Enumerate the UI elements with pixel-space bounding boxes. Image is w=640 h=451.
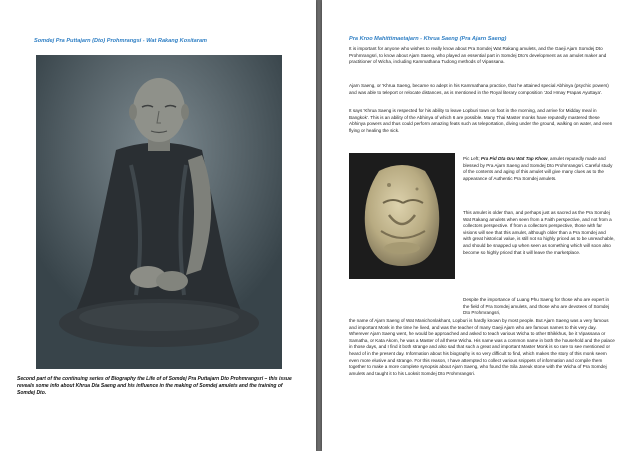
pra-pid-dta-amulet-icon (349, 153, 455, 279)
right-page (322, 0, 640, 451)
monk-portrait-photo (36, 55, 282, 369)
right-page-title: Pra Kroo Mahittimaetajarn - Khrua Saeng (Pra Ajarn Saeng) (349, 36, 507, 42)
biography-paragraph: the name of Ajarn Saeng of Wat Manichonlakhant, Lopburi is hardly known by most people. But Ajarn Saeng was a very famous and important Monk in the time he lived, and was the teacher of many Gaeji Ajarn who are famous names to this very day. Wherever Ajarn Saeng went, he would be approached and asked to teach various Wicha to other Bhikkhus, be it Vipassana or Samatha, or Kata Akom, he was a Master of all these Wicha. His name was a common name in both the household and the palace in those days, and I find it both strange and also sad that such a great and important Master Monk is so rare to see mentioned or heard of in the present day. Information about his biography is so very difficult to find, which makes the story of this monk seem even more elusive and strange. For this reason, I have attempted to collect various snippets of information and compile them together to make a more complete synopsis about Ajarn Saeng, who found the Sila Jareuk stone with the Wicha of Pra Somdej amulets and taught it to his Looksit Somdej Dto Prohmrangsri. (349, 318, 615, 376)
left-page-caption (17, 376, 301, 398)
caption-text: Second part of the continuing series of Biography the Life of of Somdej Pra Puttajarn Dto Prohmrangsri – this issue reveals some info about Khrua Dta Saeng and his influence in the making of Somdej amulets and the training of Somdej Dto. (17, 376, 292, 397)
seated-monk-figure-icon (36, 55, 282, 369)
intro-paragraph: It is important for anyone who wishes to really know about Pra Somdej Wat Rakang amulets, and the Gaeji Ajarn Somdej Dto Prohmrangsri, to know about Ajarn Saeng, who played an essential part in Somdej Dto's development as an amulet maker and practitioner of Wicha, including Kammathana Tudong methods of Vipassana. (349, 46, 607, 65)
amulet-name: Pra Pid Dta Gru Wat Tap Khow (480, 156, 548, 161)
pic-description: , amulet reputedly made and blessed by Pra Ajarn Saeng and Somdej Dto Prohmrangsri. Careful study of the contents and aging of this amulet will give many clues as to the appearance of Authentic Pra Somdej amulets. (463, 156, 613, 181)
pic-caption-paragraph (463, 156, 615, 182)
left-page (0, 0, 316, 451)
abhinya-paragraph: Ajarn Saeng, or 'Khrua Saeng, became so adept in his Kammathana practice, that he attained special Abhinya (psychic powers) and was able to teleport or relocate distances, as is mentioned in the Royal literary composition 'Jod Hmay Prapas Ayuttaya'. (349, 83, 609, 95)
left-page-title: Somdej Pra Puttajarn (Dto) Prohmrangsi - Wat Rakang Kositaram (34, 38, 208, 44)
collector-paragraph: This amulet is older than, and perhaps just as sacred as the Pra Somdej Wat Rakang amulets when seen from a Faith perspective, and not from a collectors perspective. If from a collectors perspective, those with far visions will see that this amulet, although older than a Pra Somdej and with great historical value, is still not so highly priced as to be unreachable, and should be snapped up when seen as something which will soon also become so highly priced that it will leave the marketplace. (463, 210, 615, 255)
teleport-paragraph: It says 'Khrua Saeng is respected for his ability to leave Lopburi town on foot in the morning, and arrive for Midday meal in Bangkok'. This is an ability of the Abhinya of which 6 are possible. Many Thai Master monks have reputedly mastered these Abhinya powers and thus could perform amazing feats such as teleportation, diving under the ground, walking on water, and even flying or healing the sick. (349, 108, 613, 133)
amulet-photo (349, 153, 455, 279)
luang-phu-saeng-paragraph: Despite the importance of Luang Phu Saeng for those who are expert in the field of Pra Somdej amulets, and those who are devotees of Somdej Dto Prohmrangsri, (463, 297, 610, 316)
pic-intro: Pic Left; (463, 156, 481, 161)
